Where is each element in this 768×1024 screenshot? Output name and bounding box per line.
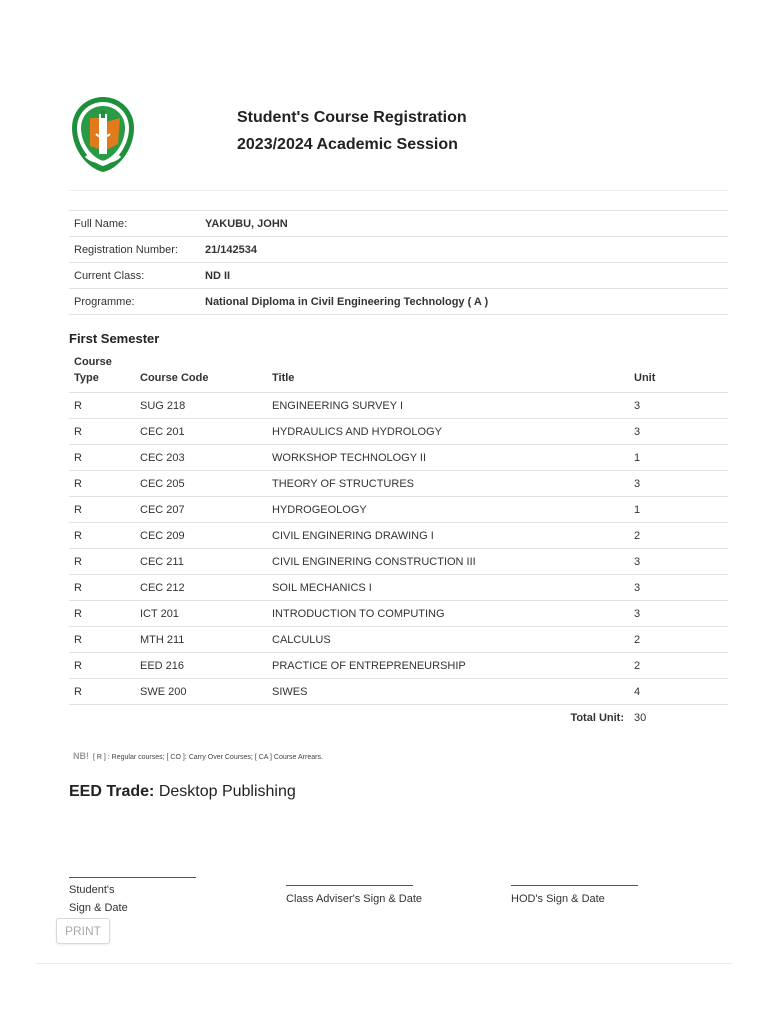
course-code: CEC 203 [135, 445, 267, 471]
table-row [69, 653, 728, 679]
course-code: ICT 201 [135, 601, 267, 627]
note-text: [ R ] : Regular courses; [ CO ]: Carry Over Courses; [ CA ] Course Arrears. [93, 754, 323, 761]
adviser-signature-line [286, 885, 413, 886]
course-code: CEC 201 [135, 419, 267, 445]
info-label: Programme: [69, 289, 200, 315]
course-title: PRACTICE OF ENTREPRENEURSHIP [267, 653, 629, 679]
student-signature-line1: Student's [69, 884, 115, 896]
course-code: CEC 212 [135, 575, 267, 601]
course-unit: 2 [629, 523, 728, 549]
table-row [69, 679, 728, 705]
course-title: HYDRAULICS AND HYDROLOGY [267, 419, 629, 445]
course-type: R [69, 601, 135, 627]
course-code: CEC 205 [135, 471, 267, 497]
course-type: R [69, 471, 135, 497]
course-unit: 3 [629, 575, 728, 601]
table-row [69, 523, 728, 549]
info-row-programme [69, 289, 728, 315]
hod-signature-label: HOD's Sign & Date [511, 893, 605, 905]
legend-note [73, 751, 323, 761]
total-unit-value: 30 [634, 711, 647, 724]
document-header [237, 104, 467, 158]
course-type: R [69, 393, 135, 419]
column-title: Title [272, 372, 295, 384]
eed-trade [69, 783, 296, 801]
column-course-type-line1: Course [74, 356, 112, 368]
info-row-registration-number [69, 237, 728, 263]
trade-value: Desktop Publishing [158, 783, 296, 800]
table-row [69, 419, 728, 445]
course-type: R [69, 419, 135, 445]
course-unit: 2 [629, 627, 728, 653]
student-signature-line [69, 877, 196, 878]
course-code: CEC 211 [135, 549, 267, 575]
course-title: HYDROGEOLOGY [267, 497, 629, 523]
footer-divider [35, 963, 733, 964]
info-label: Registration Number: [69, 237, 200, 263]
note-prefix: NB! [73, 751, 89, 761]
course-type: R [69, 445, 135, 471]
table-row [69, 575, 728, 601]
institution-crest-icon [68, 94, 138, 174]
student-signature-label [69, 881, 128, 917]
info-label: Current Class: [69, 263, 200, 289]
info-value: 21/142534 [200, 237, 728, 263]
hod-signature-line [511, 885, 638, 886]
semester-title: First Semester [69, 331, 160, 346]
course-table-header [69, 352, 728, 393]
column-course-code: Course Code [140, 372, 209, 384]
student-signature-line2: Sign & Date [69, 902, 128, 914]
course-unit: 3 [629, 549, 728, 575]
column-course-type [69, 352, 135, 393]
course-code: SUG 218 [135, 393, 267, 419]
course-unit: 1 [629, 445, 728, 471]
course-type: R [69, 627, 135, 653]
course-title: WORKSHOP TECHNOLOGY II [267, 445, 629, 471]
academic-session: 2023/2024 Academic Session [237, 136, 458, 153]
course-type: R [69, 549, 135, 575]
table-row [69, 627, 728, 653]
course-unit: 3 [629, 471, 728, 497]
course-code: CEC 209 [135, 523, 267, 549]
info-value: ND II [200, 263, 728, 289]
table-row [69, 393, 728, 419]
table-row [69, 549, 728, 575]
course-title: CIVIL ENGINERING CONSTRUCTION III [267, 549, 629, 575]
column-course-type-line2: Type [74, 372, 99, 384]
course-unit: 4 [629, 679, 728, 705]
course-unit: 3 [629, 419, 728, 445]
course-code: SWE 200 [135, 679, 267, 705]
course-title: SOIL MECHANICS I [267, 575, 629, 601]
info-value: YAKUBU, JOHN [200, 211, 728, 237]
table-row [69, 601, 728, 627]
header-divider [69, 190, 728, 191]
course-title: INTRODUCTION TO COMPUTING [267, 601, 629, 627]
course-title: THEORY OF STRUCTURES [267, 471, 629, 497]
trade-label: EED Trade: [69, 783, 155, 800]
table-row [69, 471, 728, 497]
total-unit-label: Total Unit: [570, 711, 624, 724]
course-code: CEC 207 [135, 497, 267, 523]
table-row [69, 497, 728, 523]
column-unit: Unit [634, 372, 656, 384]
adviser-signature-label: Class Adviser's Sign & Date [286, 893, 422, 905]
info-row-current-class [69, 263, 728, 289]
course-title: CALCULUS [267, 627, 629, 653]
course-type: R [69, 575, 135, 601]
info-row-full-name [69, 211, 728, 237]
course-code: EED 216 [135, 653, 267, 679]
course-type: R [69, 497, 135, 523]
course-title: SIWES [267, 679, 629, 705]
course-unit: 1 [629, 497, 728, 523]
course-unit: 2 [629, 653, 728, 679]
course-type: R [69, 653, 135, 679]
student-info-table [69, 210, 728, 315]
course-code: MTH 211 [135, 627, 267, 653]
course-unit: 3 [629, 393, 728, 419]
info-value: National Diploma in Civil Engineering Technology ( A ) [200, 289, 728, 315]
course-type: R [69, 523, 135, 549]
table-row [69, 445, 728, 471]
total-row [69, 705, 728, 731]
course-title: ENGINEERING SURVEY I [267, 393, 629, 419]
print-button[interactable]: PRINT [56, 918, 110, 944]
document-title: Student's Course Registration [237, 109, 467, 126]
course-title: CIVIL ENGINERING DRAWING I [267, 523, 629, 549]
course-type: R [69, 679, 135, 705]
info-label: Full Name: [69, 211, 200, 237]
course-unit: 3 [629, 601, 728, 627]
course-table [69, 352, 728, 730]
